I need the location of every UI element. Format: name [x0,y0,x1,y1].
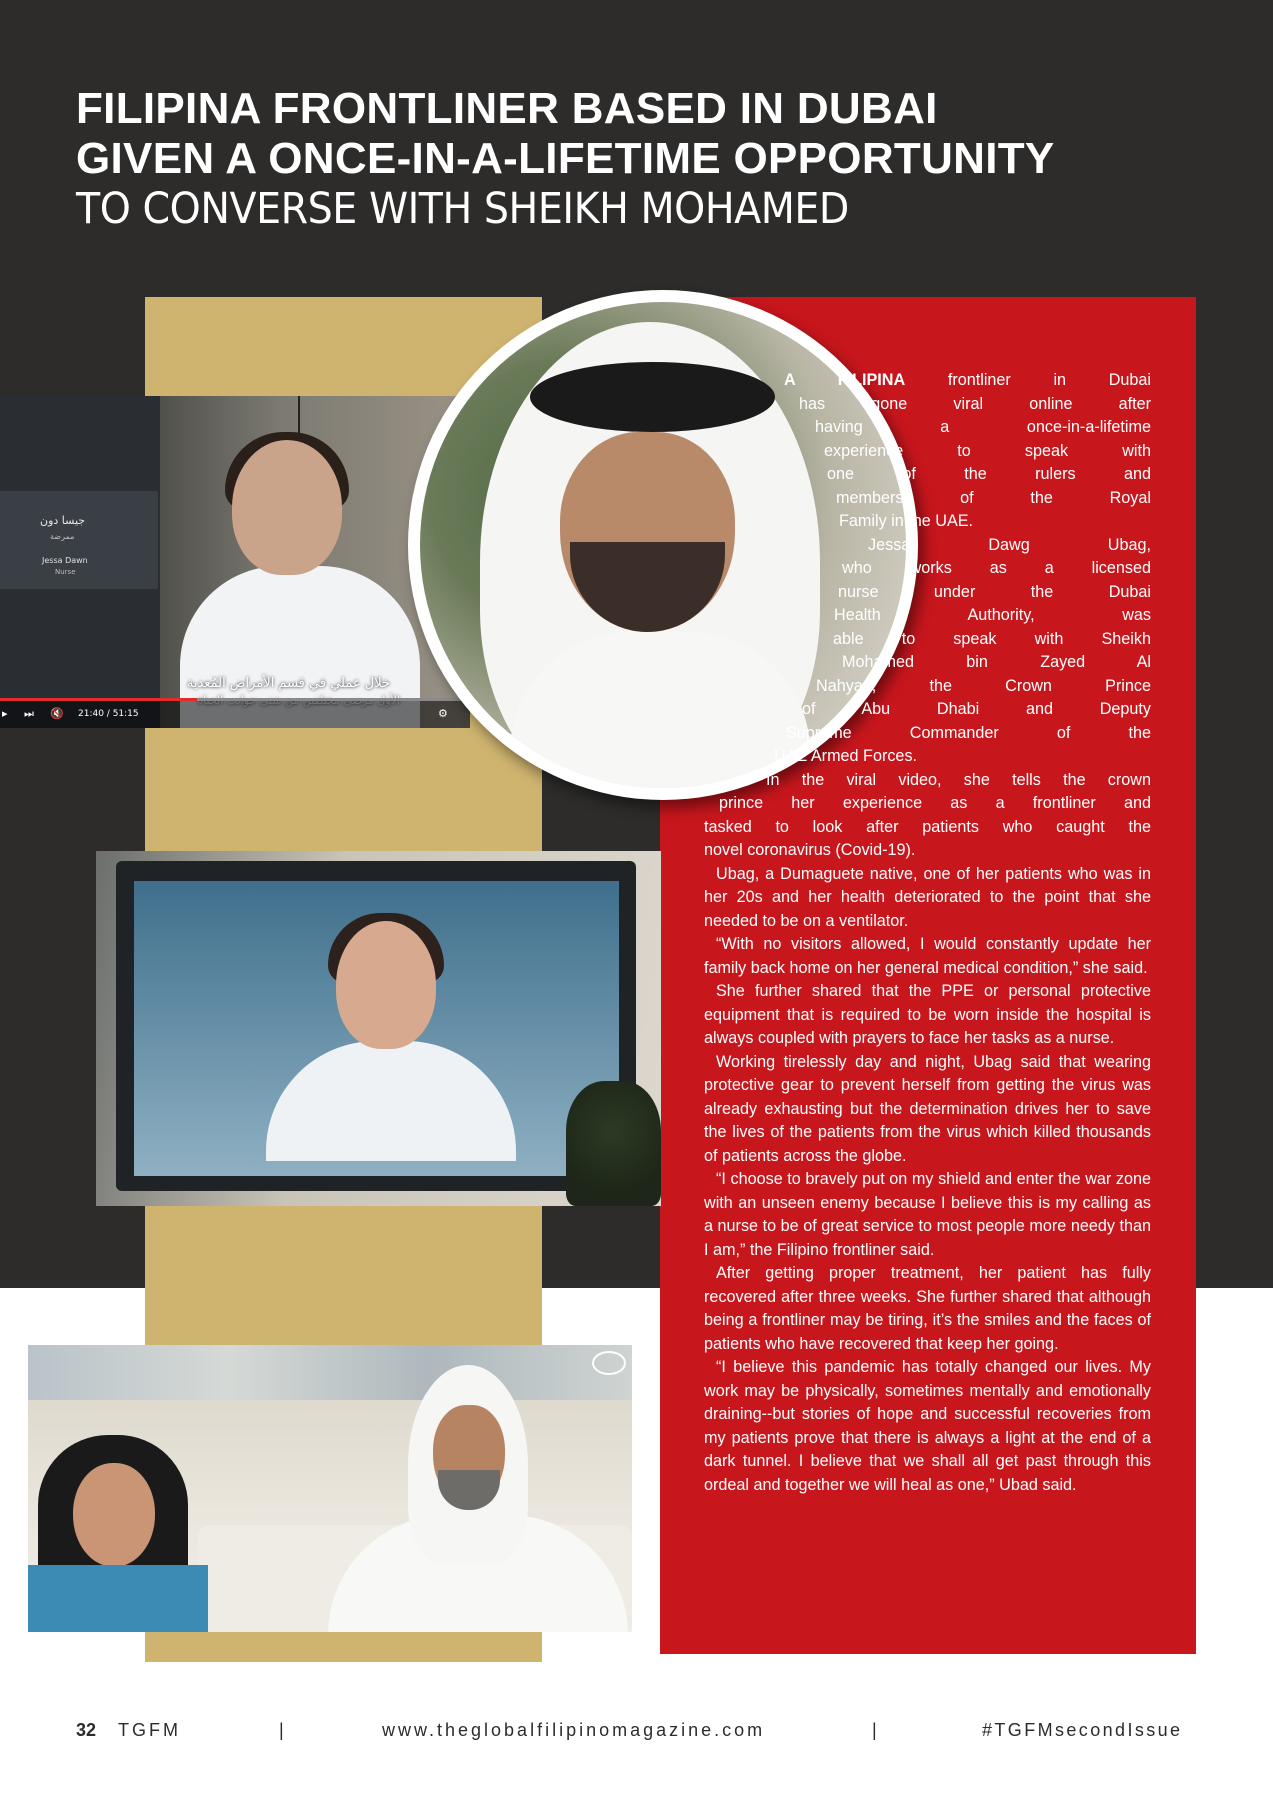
article-paragraph-6: She further shared that the PPE or personal protective equipment that is required to be worn inside the hospital is always coupled with prayers to face her tasks as a nurse. [704,982,1151,1047]
article-line [704,369,1151,393]
girl-face [73,1463,155,1567]
article-paragraph-4: Ubag, a Dumaguete native, one of her patients who was in her 20s and her health deteriorated to the point that she needed to be on a ventilator. [704,864,1151,930]
article-line: one of the rulers and [827,465,1151,483]
headline-line-1: FILIPINA FRONTLINER BASED IN DUBAI [76,84,938,133]
video-controls [0,701,470,728]
video-still-photo [0,396,470,728]
article-line: experience to speak with [824,441,1151,460]
video-caption-line-1: خلال عملي في قسم الأمراض المُعدية [186,676,390,691]
article-line: Jessa Dawg Ubag, [868,535,1151,554]
plant [566,1081,661,1206]
article-line: has gone viral online after [799,394,1151,413]
broadcaster-logo-icon [592,1351,626,1375]
article-line: Mohamed bin Zayed Al [842,653,1151,671]
article-line: Supreme Commander of the [786,723,1151,742]
article-paragraph-10: “I believe this pandemic has totally changed our lives. My work may be physically, sometimes mentally and emotionally draining--but stories of hope and successful recoveries from my patients prove that there is always a light at the end of a dark tunnel. I believe that we shall all get past through this ordeal and together we will heal as one,” Ubad said. [704,1358,1151,1494]
name-english: Jessa Dawn [42,556,88,565]
headline [76,84,1226,234]
article-body [704,369,1151,1497]
next-icon[interactable]: ⏭ [24,707,34,720]
nurse-on-screen [336,921,436,1049]
article-intro [704,369,1151,534]
article-line: In the viral video, she tells the crown [766,770,1151,789]
article-line: Health Authority, was [834,606,1151,624]
magazine-name: TGFM [118,1720,181,1740]
article-paragraph-8: “I choose to bravely put on my shield and enter the war zone with an unseen enemy because I believe this is my calling as a nurse to be of great service to most people more needy than I am,” the Filipino frontliner said. [704,1170,1151,1259]
article-line: of Abu Dhabi and Deputy [802,700,1151,718]
article-paragraph-3 [704,769,1151,863]
play-icon[interactable]: ▸ [2,707,8,720]
article-line: UAE Armed Forces. [774,747,918,765]
article-line: novel coronavirus (Covid-19). [704,841,916,859]
article-line: Family in the UAE. [839,512,974,530]
article-line: able to speak with Sheikh [833,629,1151,648]
nurse-face [232,440,342,575]
article-line: members of the Royal [836,488,1151,507]
name-role: Nurse [55,568,76,576]
hashtag: #TGFMsecondIssue [982,1720,1183,1740]
footer-separator: | [279,1720,286,1740]
gear-icon[interactable]: ⚙ [438,707,448,720]
video-call-screen-photo [96,851,661,1206]
headline-line-2: GIVEN A ONCE-IN-A-LIFETIME OPPORTUNITY [76,134,1055,183]
page-footer [76,1720,1200,1748]
article-paragraph-7: Working tirelessly day and night, Ubag said that wearing protective gear to prevent herself from getting the virus was already exhausting but the determination drives her to save the lives of the patients from the virus which killed thousands of patients across the globe. [704,1052,1151,1165]
article-line: having a once-in-a-lifetime [815,418,1151,436]
page-number: 32 [76,1720,97,1740]
name-arabic-sub: ممرضة [50,532,75,541]
article-lead-word: A FILIPINA [784,371,906,389]
article-line: who works as a licensed [842,559,1151,577]
mute-icon[interactable]: 🔇 [50,707,64,720]
article-line: prince her experience as a frontliner and [719,794,1151,812]
article-line: Nahyan, the Crown Prince [816,676,1151,695]
article-paragraph-9: After getting proper treatment, her patient has fully recovered after three weeks. She further shared that although being a frontliner may be tiring, it’s the smiles and the faces of patients who have recovered that keep her going. [704,1264,1151,1353]
name-arabic: جيسا دون [40,514,86,527]
footer-separator: | [872,1720,879,1740]
article-paragraph-5: “With no visitors allowed, I would constantly update her family back home on her general medical condition,” she said. [704,935,1151,977]
video-time: 21:40 / 51:15 [78,709,139,719]
website-link[interactable]: www.theglobalfilipinomagazine.com [382,1720,766,1740]
article-line: tasked to look after patients who caught the [704,817,1151,836]
sheikh-on-couch-photo [28,1345,632,1632]
headline-line-3: TO CONVERSE WITH SHEIKH MOHAMED [76,184,849,234]
article-line-text: frontliner in Dubai [905,371,1151,389]
name-panel [0,491,158,589]
article-paragraph-2 [704,534,1151,769]
article-line: nurse under the Dubai [838,582,1151,601]
